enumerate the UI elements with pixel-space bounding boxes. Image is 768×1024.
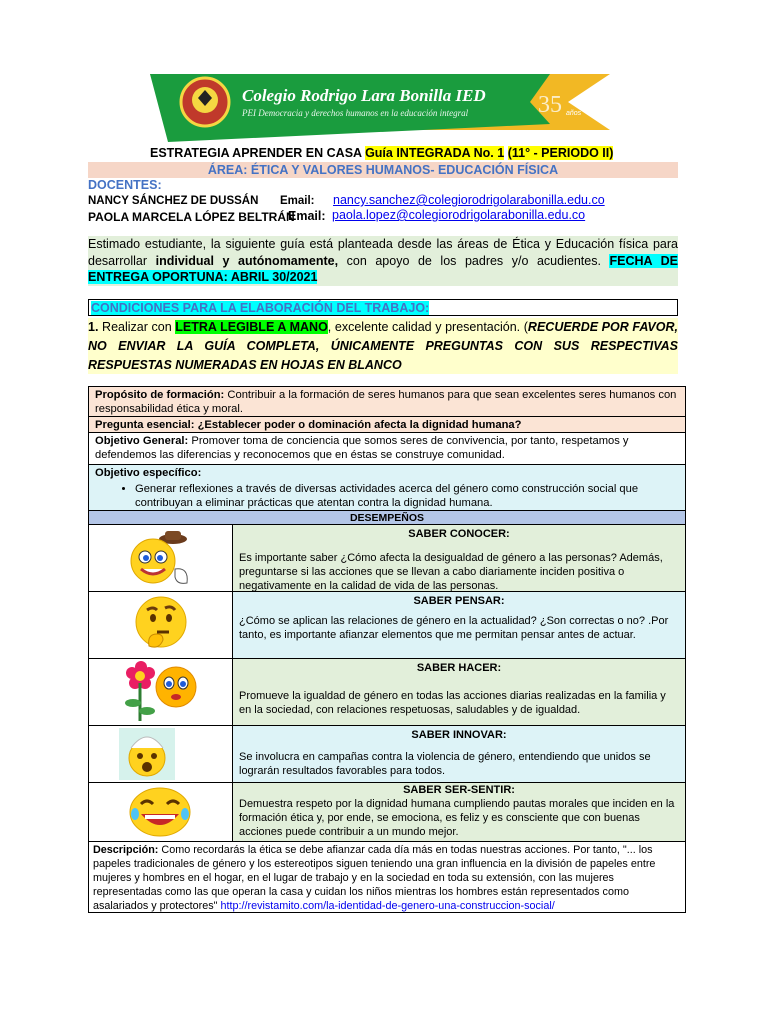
school-motto: PEI Democracia y derechos humanos en la educación integral [242, 108, 469, 118]
conditions-title: CONDICIONES PARA LA ELABORACIÓN DEL TRABAJO: [88, 299, 678, 316]
desempeno-title: SABER CONOCER: [408, 528, 510, 540]
mind-blown-emoji-icon [125, 730, 169, 778]
desempeno-title: SABER HACER: [416, 662, 502, 674]
descripcion-row: Descripción: Como recordarás la ética se debe afianzar cada día más en todas nuestras acciones. Por tanto, "... los papeles tradicionales de género y los estereotipos siguen teniendo una gran influencia en la división de papeles entre mujeres y hombres en el hogar, en el lugar de trabajo y en la sociedad en toda su extensión, con las mujeres representadas como las que operan la casa y cuidan los niños mientras los hombres están representados como asalariados y protectores" http://revistamito.com/la-identidad-de-genero-una-construccion-social/ [93, 844, 656, 912]
anniversary-number: 35 [538, 92, 562, 118]
area-title: ÁREA: ÉTICA Y VALORES HUMANOS- EDUCACIÓN FÍSICA [88, 162, 678, 178]
school-banner [150, 72, 610, 142]
docentes-label: DOCENTES: [88, 178, 162, 192]
deadline: FECHA DE ENTREGA OPORTUNA: ABRIL 30/2021 [88, 253, 679, 284]
laughing-emoji-icon [125, 786, 195, 838]
proposito-row: Propósito de formación: Contribuir a la formación de seres humanos para que sean excelentes seres humanos con responsabilidad ética y moral. [89, 387, 685, 417]
desempeno-text: ¿Cómo se aplican las relaciones de género en la actualidad? ¿Son correctas o no? .Por tanto, es importante afianzar elementos que me permitan pensar antes de actuar. [239, 615, 669, 641]
teacher1-email-label: Email: [280, 195, 315, 207]
pregunta-row: Pregunta esencial: ¿Establecer poder o dominación afecta la dignidad humana? [89, 417, 685, 433]
descripcion-link[interactable]: http://revistamito.com/la-identidad-de-genero-una-construccion-social/ [220, 900, 555, 912]
cowboy-emoji-icon [123, 529, 197, 587]
objetivo-especifico-row: Objetivo específico: • Generar reflexiones a través de diversas actividades acerca del género como construcción social que contribuyan a eliminar prácticas que atentan contra la dignidad humana. [89, 465, 685, 511]
desempeno-row [89, 659, 685, 726]
guide-table [88, 386, 686, 913]
teacher2-email-link[interactable]: paola.lopez@colegiorodrigolarabonilla.edu.co [332, 208, 586, 222]
desempeno-title: SABER PENSAR: [413, 595, 505, 607]
desempeno-title: SABER SER-SENTIR: [403, 784, 515, 796]
desempeno-row [89, 592, 685, 659]
handwriting-highlight: LETRA LEGIBLE A MANO [175, 320, 328, 334]
flower-emoji-icon [121, 661, 203, 723]
intro-paragraph: Estimado estudiante, la siguiente guía está planteada desde las áreas de Ética y Educación física para desarrollar individual y autónomamente, con apoyo de los padres y/o acudientes. FECHA DE ENTREGA OPORTUNA: ABRIL 30/2021 [88, 237, 679, 284]
guide-number: Guía INTEGRADA No. 1 [365, 146, 505, 160]
thinking-emoji-icon [133, 594, 189, 656]
teacher2-name: PAOLA MARCELA LÓPEZ BELTRÁN [88, 210, 295, 224]
especifico-item: • Generar reflexiones a través de diversas actividades acerca del género como construcción social que contribuyan a eliminar prácticas que atentan contra la dignidad humana. [135, 482, 679, 510]
guide-title: ESTRATEGIA APRENDER EN CASA Guía INTEGRADA No. 1 (11° - PERIODO II) [150, 146, 614, 160]
anniversary-word: años [566, 110, 582, 117]
objetivo-general-row: Objetivo General: Promover toma de conciencia que somos seres de convivencia, por tanto, respetamos y defendemos las diferencias y reconocemos que en éstas se construye comunidad. [89, 433, 685, 465]
teacher1-name: NANCY SÁNCHEZ DE DUSSÁN [88, 195, 259, 207]
school-name: Colegio Rodrigo Lara Bonilla IED [242, 86, 486, 105]
desempeno-text: Es importante saber ¿Cómo afecta la desigualdad de género a las personas? Además, preguntarse si las acciones que se llevan a cabo diariamente inciden positiva o negativamente en la calidad de vida de las personas. [239, 552, 663, 592]
desempeno-row [89, 525, 685, 592]
desempeno-title: SABER INNOVAR: [411, 729, 507, 741]
desempeno-text: Se involucra en campañas contra la violencia de género, entendiendo que unidos se lograrán resultados favorables para todos. [239, 751, 651, 777]
desempeno-text: Demuestra respeto por la dignidad humana cumpliendo pautas morales que inciden en la formación ética y, por ende, se emociona, es feliz y es consciente que con buenas acciones puede contribuir a un mundo mejor. [239, 798, 675, 838]
conditions-body: 1. Realizar con LETRA LEGIBLE A MANO, excelente calidad y presentación. (RECUERDE POR FAVOR, NO ENVIAR LA GUÍA COMPLETA, ÚNICAMENTE PREGUNTAS CON SUS RESPECTIVAS RESPUESTAS NUMERADAS EN HOJAS EN BLANCO [88, 320, 678, 372]
desempeno-row [89, 726, 685, 783]
desempeno-text: Promueve la igualdad de género en todas las acciones diarias realizadas en la familia y en la sociedad, con relaciones respetuosas, saludables y de igualdad. [239, 690, 666, 716]
teacher2-email-label: Email: [288, 209, 326, 223]
teacher1-email-link[interactable]: nancy.sanchez@colegiorodrigolarabonilla.edu.co [333, 193, 605, 207]
desempenos-header: DESEMPEÑOS [89, 511, 685, 525]
desempeno-row [89, 783, 685, 842]
guide-period: (11° - PERIODO II) [507, 146, 614, 160]
